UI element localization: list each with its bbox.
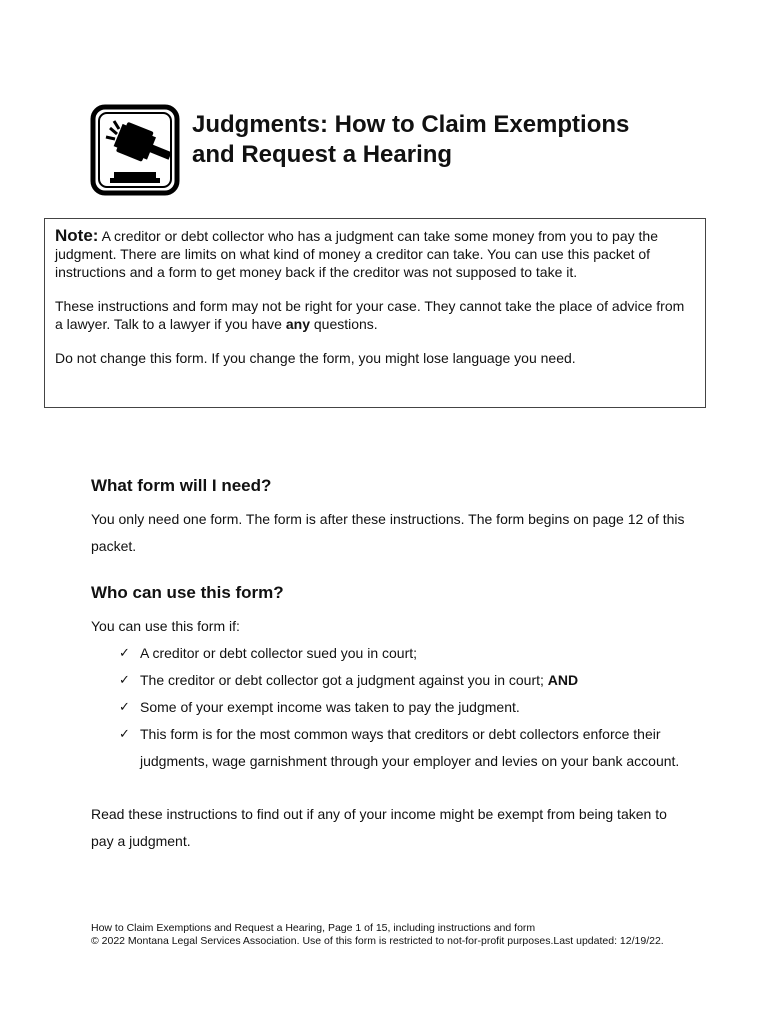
note-text-2b: questions.	[309, 316, 378, 332]
note-text-2-bold: any	[285, 316, 310, 332]
checklist-item	[119, 667, 691, 694]
note-paragraph-2	[55, 297, 695, 333]
eligibility-checklist	[91, 640, 691, 775]
title-line-2: and Request a Hearing	[192, 141, 453, 168]
checklist-item-bold: AND	[547, 672, 579, 688]
checklist-item-text: The creditor or debt collector got a judgment against you in court;	[140, 672, 548, 688]
note-paragraph-3: Do not change this form. If you change the form, you might lose language you need.	[55, 350, 576, 366]
checkmark-icon: ✓	[119, 646, 130, 661]
gavel-icon	[90, 104, 180, 196]
checklist-item	[119, 640, 691, 667]
title-line-1: Judgments: How to Claim Exemptions	[192, 111, 630, 138]
checklist-item	[119, 721, 691, 775]
note-paragraph-1	[55, 227, 695, 281]
note-label: Note:	[55, 226, 99, 245]
page-footer	[91, 922, 691, 948]
section-who-can-use	[91, 583, 691, 855]
section-intro-who-can-use: You can use this form if:	[91, 618, 240, 634]
checklist-item	[119, 694, 691, 721]
section-closing-text: Read these instructions to find out if any of your income might be exempt from being taken to pay a judgment.	[91, 806, 667, 849]
page-title	[192, 110, 712, 170]
section-heading-what-form: What form will I need?	[91, 476, 272, 495]
note-text-1: A creditor or debt collector who has a judgment can take some money from you to pay the judgment. There are limits on what kind of money a creditor can take. You can use this packet of instructions and a form to get money back if the creditor was not supposed to take it.	[55, 228, 658, 280]
checklist-item-text: A creditor or debt collector sued you in court;	[140, 645, 418, 661]
checklist-item-text: This form is for the most common ways that creditors or debt collectors enforce their judgments, wage garnishment through your employer and levies on your bank account.	[140, 726, 680, 769]
checkmark-icon: ✓	[119, 673, 130, 688]
footer-line-1: How to Claim Exemptions and Request a Hearing, Page 1 of 15, including instructions and form	[91, 922, 536, 934]
checkmark-icon: ✓	[119, 727, 130, 742]
note-box	[44, 218, 706, 408]
checkmark-icon: ✓	[119, 700, 130, 715]
footer-line-2: © 2022 Montana Legal Services Association. Use of this form is restricted to not-for-profit purposes.Last updated: 12/19/22.	[91, 935, 664, 947]
section-body-what-form: You only need one form. The form is after these instructions. The form begins on page 12 of this packet.	[91, 511, 685, 554]
checklist-item-text: Some of your exempt income was taken to pay the judgment.	[140, 699, 520, 715]
section-heading-who-can-use: Who can use this form?	[91, 583, 284, 602]
gavel-logo	[90, 104, 180, 196]
section-what-form	[91, 476, 691, 560]
note-text-2a: These instructions and form may not be right for your case. They cannot take the place of advice from a lawyer. Talk to a lawyer if you have	[55, 298, 685, 332]
